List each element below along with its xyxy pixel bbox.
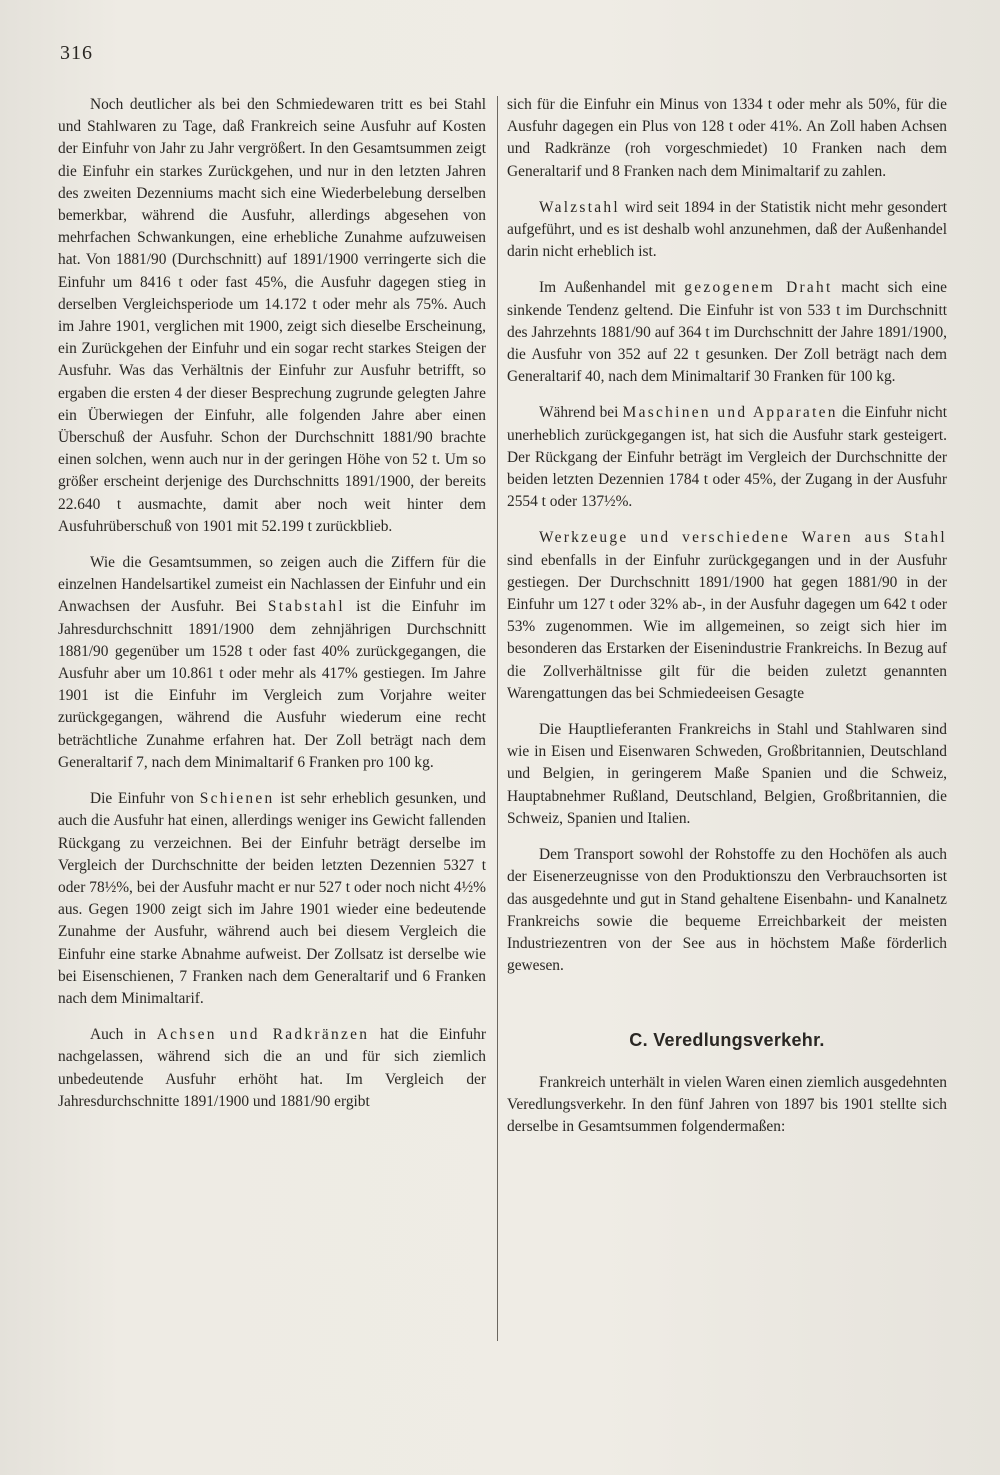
paragraph-walzstahl [507, 197, 947, 264]
paragraph-stabstahl [58, 552, 486, 774]
spaced-term-draht: gezogenem Draht [684, 279, 833, 297]
paragraph-intro: Wie die Gesamtsummen, so zeigen auch die Ziffern für die einzelnen Handelsartikel zumeist ein Nachlassen der Einfuhr und ein Anwachsen der Ausfuhr. Bei [58, 554, 486, 616]
spaced-term-walzstahl: Walzstahl [539, 198, 620, 216]
paragraph-maschinen [507, 402, 947, 513]
paragraph-text: macht sich eine sinkende Tendenz geltend. Die Einfuhr ist von 533 t im Durchschnitt des Jahrzehnts 1881/90 auf 364 t im Durchschnitt der Jahre 1891/1900, die Ausfuhr von 352 auf 22 t gesunken. Der Zoll beträgt nach dem Generaltarif 40, nach dem Minimaltarif 30 Franken für 100 kg. [507, 279, 948, 386]
paragraph-text: ist die Einfuhr im Jahresdurchschnitt 1891/1900 dem zehnjährigen Durchschnitt 1881/90 gegenüber um 1528 t oder fast 40% zurückgegangen, die Ausfuhr aber um 10.861 t oder mehr als 417% gestiegen. Im Jahre 1901 ist die Einfuhr im Vergleich zum Vorjahre weiter zurückgegangen, während die Ausfuhr wiederum eine recht beträchtliche Zunahme erfahren hat. Der Zoll beträgt nach dem Generaltarif 7, nach dem Minimaltarif 6 Franken pro 100 kg. [58, 598, 486, 771]
paragraph-text: ist sehr erheblich gesunken, und auch die Ausfuhr hat einen, allerdings weniger ins Gewicht fallenden Rückgang zu verzeichnen. Bei der Einfuhr beträgt derselbe im Vergleich der Durchschnitte der beiden letzten Dezennien 5327 t oder 78½%, bei der Ausfuhr macht er nur 527 t oder noch nicht 4½% aus. Gegen 1900 zeigt sich im Jahre 1901 wieder eine bedeutende Zunahme der Ausfuhr, während auch bei diesem Vergleich die Einfuhr eine starke Abnahme aufweist. Der Zollsatz ist derselbe wie bei Eisenschienen, 7 Franken nach dem Generaltarif und 6 Franken nach dem Minimaltarif. [58, 790, 486, 1007]
paragraph-veredlungsverkehr: Frankreich unterhält in vielen Waren einen ziemlich ausgedehnten Veredlungsverkehr. In den fünf Jahren von 1897 bis 1901 stellte sich derselbe in Gesamtsummen folgendermaßen: [507, 1073, 947, 1135]
paragraph-stahl-overview: Noch deutlicher als bei den Schmiedewaren tritt es bei Stahl und Stahlwaren zu Tage, daß Frankreich seine Ausfuhr auf Kosten der Einfuhr von Jahr zu Jahr vergrößert. In den Gesamtsummen zeigt die Einfuhr ein starkes Zurückgehen, und nur in den letzten Jahren des zweiten Dezenniums macht sich eine Wiederbelebung derselben bemerkbar, während die Ausfuhr, allerdings abgesehen von mehrfachen Schwankungen, eine erhebliche Zunahme aufzuweisen hat. Von 1881/90 (Durchschnitt) auf 1891/1900 verringerte sich die Einfuhr um 8416 t oder fast 45%, die Ausfuhr dagegen stieg in derselben Vergleichsperiode um 14.172 t oder mehr als 75%. Auch im Jahre 1901, verglichen mit 1900, zeigt sich dieselbe Erscheinung, ein Zurückgehen der Einfuhr und ein sogar recht starkes Steigen der Ausfuhr. Was das Verhältnis der Einfuhr zur Ausfuhr betrifft, so ergaben die ersten 4 der dieser Besprechung zugrunde gelegten Jahre ein Überwiegen der Einfuhr, alle folgenden Jahre aber einen Überschuß der Ausfuhr. Schon der Durchschnitt 1881/90 brachte einen solchen, wenn auch nur in der geringen Höhe von 52 t. Um so größer erscheint derjenige des Durchschnitts 1891/1900, der bereits 22.640 t ausmachte, damit aber noch weit hinter dem Ausfuhrüberschuß von 1901 mit 52.199 t zurückblieb. [58, 96, 486, 535]
spaced-term-werkzeuge: Werkzeuge und verschiedene Waren aus Stahl [539, 529, 947, 547]
paragraph-achsen-continued: sich für die Einfuhr ein Minus von 1334 t oder mehr als 50%, für die Ausfuhr dagegen ein Plus von 128 t oder 41%. An Zoll haben Achsen und Radkränze (roh vorgeschmiedet) 10 Franken nach dem Generaltarif und 8 Franken nach dem Minimaltarif zu zahlen. [507, 96, 947, 180]
paragraph-intro: Im Außenhandel mit [539, 279, 676, 297]
paragraph-text: hat die Einfuhr nachgelassen, während sich die an und für sich ziemlich unbedeutende Ausfuhr erhöht hat. Im Vergleich der Jahresdurchschnitte 1891/1900 und 1881/90 ergibt [58, 1026, 486, 1110]
left-column [58, 94, 486, 1113]
paragraph-hauptlieferanten: Die Hauptlieferanten Frankreichs in Stahl und Stahlwaren sind wie in Eisen und Eisenwaren Schweden, Großbritannien, Deutschland und Belgien, in geringerem Maße Spanien und die Schweiz, Hauptabnehmer Rußland, Deutschland, Belgien, Großbritannien, die Schweiz, Spanien und Italien. [507, 721, 947, 827]
paragraph-intro: Die Einfuhr von [90, 790, 194, 808]
spaced-term-stabstahl: Stabstahl [267, 598, 345, 616]
paragraph-transport: Dem Transport sowohl der Rohstoffe zu den Hochöfen als auch der Eisenerzeugnisse von den Produktionszu den Verbrauchsorten ist das ausgedehnte und gut in Stand gehaltene Eisenbahn- und Kanalnetz Frankreichs sowie die bequeme Erreichbarkeit der meisten Industriezentren von der See aus in höchstem Maße förderlich gewesen. [507, 846, 947, 975]
section-heading: C. Veredlungsverkehr. [629, 1030, 825, 1051]
column-divider [497, 96, 498, 1341]
page-number: 316 [60, 42, 93, 64]
paragraph-intro: Auch in [90, 1026, 147, 1044]
right-column [507, 94, 947, 1138]
spaced-term-maschinen: Maschinen und Apparaten [622, 404, 838, 422]
paragraph-text: wird seit 1894 in der Statistik nicht mehr gesondert aufgeführt, und es ist deshalb wohl anzunehmen, daß der Außenhandel darin nicht erheblich ist. [507, 198, 947, 261]
paragraph-draht [507, 277, 947, 388]
spaced-term-schienen: Schienen [199, 790, 275, 808]
paragraph-werkzeuge [507, 527, 947, 705]
paragraph-schienen [58, 788, 486, 1010]
paragraph-achsen [58, 1024, 486, 1113]
spaced-term-achsen: Achsen und Radkränzen [156, 1026, 370, 1044]
paragraph-text: die Einfuhr nicht unerheblich zurückgegangen ist, hat sich die Ausfuhr stark gesteigert. Der Rückgang der Einfuhr beträgt im Vergleich der Durchschnitte der beiden letzten Dezennien 1784 t oder 45%, der Zugang in der Ausfuhr 2554 t oder 137½%. [507, 404, 947, 511]
paragraph-intro: Während bei [539, 404, 619, 422]
paragraph-text: sind ebenfalls in der Einfuhr zurückgegangen und in der Ausfuhr gestiegen. Der Durchschnitt 1891/1900 hat gegen 1881/90 in der Einfuhr um 127 t oder 32% ab-, in der Ausfuhr dagegen um 642 t oder 53% zugenommen. Wie im allgemeinen, so zeigt sich hier im besonderen das Erstarken der Eisenindustrie Frankreichs. In Bezug auf die Zollverhältnisse gilt für die beiden zuletzt genannten Warengattungen das bei Schmiedeeisen Gesagte [507, 551, 947, 702]
